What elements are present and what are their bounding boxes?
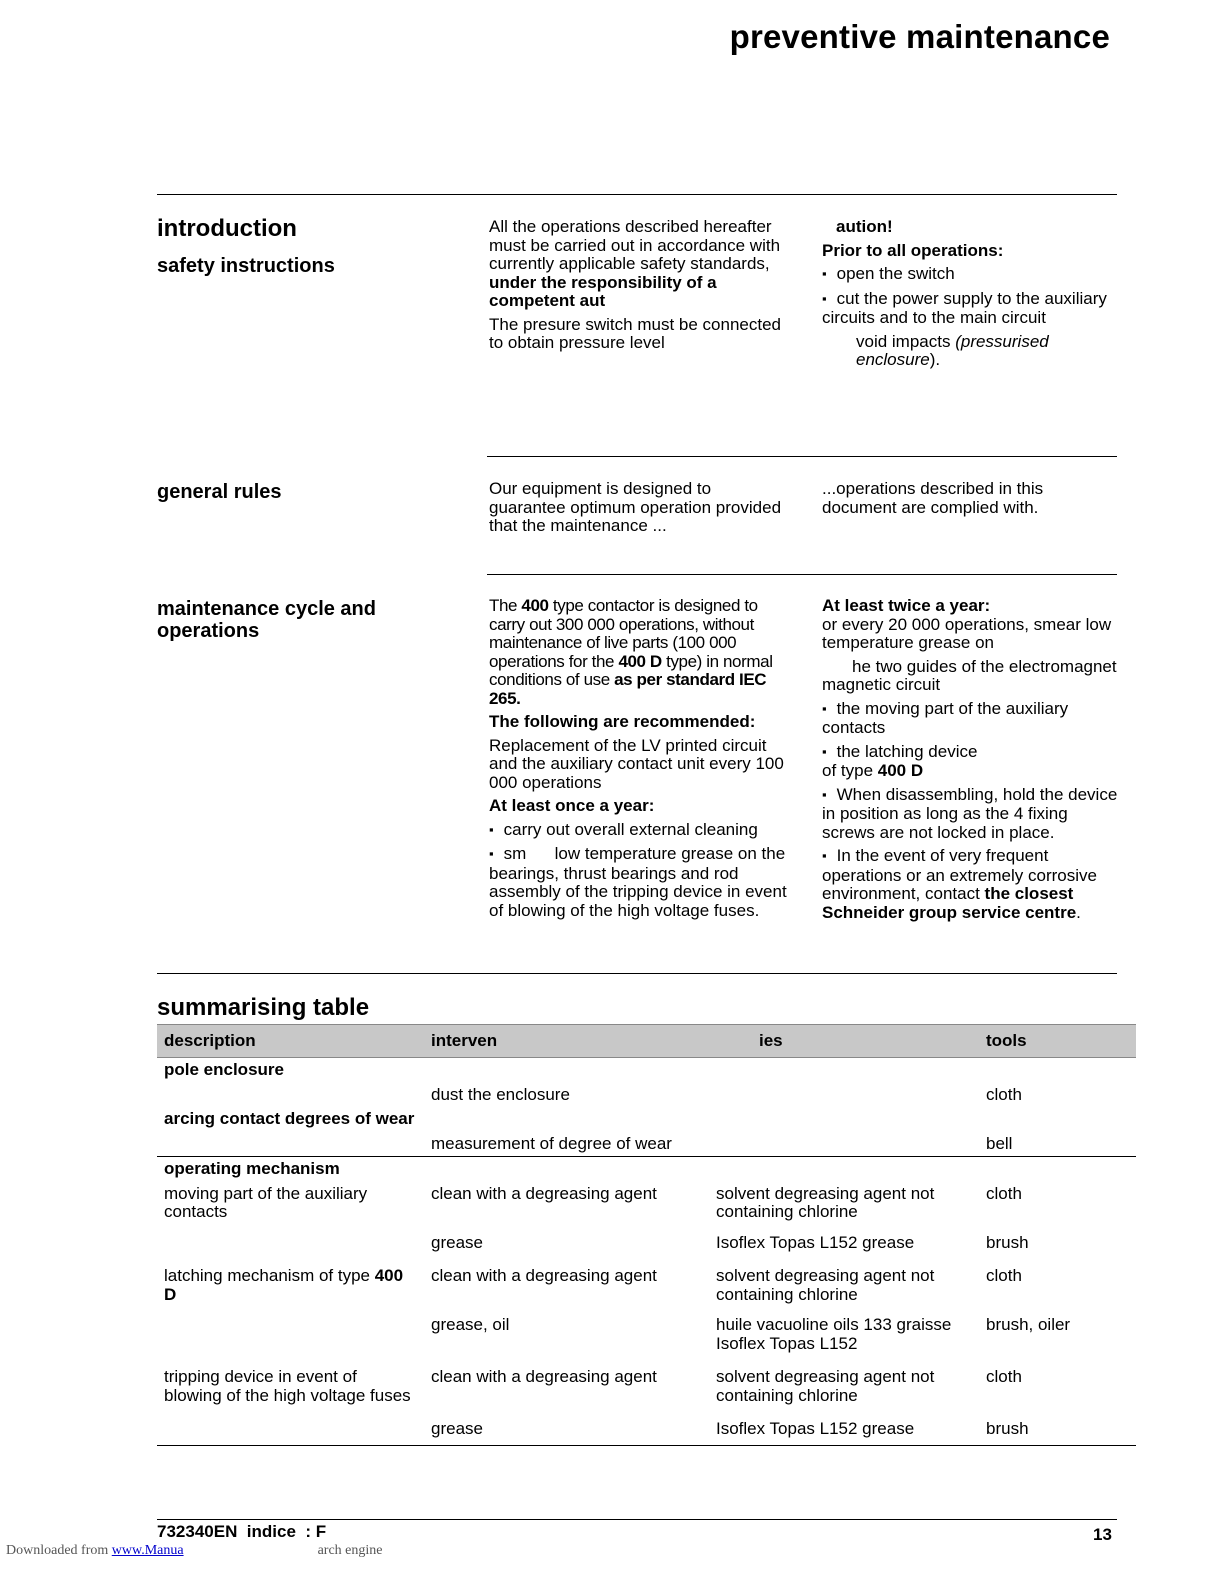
column-header-intervention: interven: [424, 1025, 709, 1058]
intro-paragraph-1: All the operations described hereafter must be carried out in accordance with currently applicable safety standards, under the responsibility of a competent aut: [489, 217, 781, 310]
bullet-latching-device: ▪ the latching device of type 400 D: [822, 743, 1122, 781]
cycle-right-column: [822, 597, 1122, 927]
table-header-row: [157, 1025, 1136, 1058]
table-group-row: operating mechanism: [157, 1157, 1136, 1182]
download-notice: Downloaded from www.Manua arch engine: [6, 1543, 383, 1558]
general-rules-right: ...operations described in this document are complied with.: [822, 479, 1044, 517]
table-group-row: pole enclosure: [164, 1060, 284, 1079]
bullet-open-switch: ▪ open the switch: [822, 265, 1122, 285]
bullet-frequent-operations: ▪ In the event of very frequent operations or an extremely corrosive environment, contact the closest Schneider group service centre.: [822, 847, 1122, 922]
bullet-cut-power: ▪ cut the power supply to the auxiliary circuits and to the main circuit: [822, 290, 1122, 328]
table-row: grease Isoflex Topas L152 grease brush: [431, 1232, 1029, 1252]
page-number: 13: [1093, 1525, 1112, 1544]
general-rules-left: Our equipment is designed to guarantee optimum operation provided that the maintenance ...: [489, 479, 782, 535]
summary-table: [157, 1024, 1136, 1446]
section-divider: [157, 973, 1117, 974]
intro-heading: introduction: [157, 215, 297, 242]
bullet-grease-bearings: ▪ sm low temperature grease on the bearings, thrust bearings and rod assembly of the tripping device in event of blowing of the high voltage fuses.: [489, 845, 789, 920]
twice-a-year-block: At least twice a year: or every 20 000 operations, smear low temperature grease on: [822, 596, 1112, 652]
table-row: measurement of degree of wear bell: [431, 1133, 1013, 1153]
cycle-intro-paragraph: The 400 type contactor is designed to carry out 300 000 operations, without maintenance of live parts (100 000 operations for the 400 D type) in normal conditions of use as per standard IEC 265.: [489, 596, 773, 708]
cycle-left-column: [489, 596, 792, 925]
guides-paragraph: he two guides of the electromagnet magnetic circuit: [822, 656, 1117, 694]
table-row: latching mechanism of type 400 D clean with a degreasing agent solvent degreasing agent not containing chlorine cloth: [164, 1266, 1022, 1304]
table-row: dust the enclosure cloth: [431, 1084, 1022, 1104]
section-divider: [157, 194, 1117, 195]
page-title: preventive maintenance: [729, 18, 1110, 55]
bullet-disassembling: ▪ When disassembling, hold the device in position as long as the 4 fixing screws are not locked in place.: [822, 786, 1122, 843]
safety-subheading: safety instructions: [157, 255, 335, 277]
table-row: moving part of the auxiliary contacts clean with a degreasing agent solvent degreasing agent not containing chlorine cloth: [164, 1183, 1022, 1221]
intro-middle-column: [489, 218, 789, 358]
column-header-supplies: ies: [709, 1025, 979, 1058]
column-header-tools: tools: [979, 1025, 1136, 1058]
once-a-year-label: At least once a year:: [489, 796, 655, 815]
summarising-table-heading: summarising table: [157, 994, 370, 1021]
section-divider: [487, 574, 1117, 575]
document-reference: 732340EN indice : F: [157, 1522, 327, 1541]
caution-label: aution!: [836, 217, 893, 236]
prior-label: Prior to all operations:: [822, 240, 1004, 260]
footer-divider: [157, 1519, 1117, 1520]
bullet-moving-part: ▪ the moving part of the auxiliary contacts: [822, 700, 1122, 738]
table-group-row: arcing contact degrees of wear: [164, 1109, 415, 1128]
intro-right-column: [822, 218, 1122, 375]
download-link[interactable]: www.Manua: [111, 1543, 184, 1558]
avoid-impacts: void impacts (pressurised enclosure).: [856, 331, 1049, 369]
table-row: grease, oil huile vacuoline oils 133 graisse Isoflex Topas L152 brush, oiler: [431, 1315, 1071, 1353]
maintenance-cycle-heading: maintenance cycle and operations: [157, 598, 376, 642]
table-row: tripping device in event of blowing of the high voltage fuses clean with a degreasing agent solvent degreasing agent not containing chlorine cloth: [164, 1367, 1022, 1405]
column-header-description: description: [157, 1025, 424, 1058]
intro-paragraph-2: The presure switch must be connected to obtain pressure level: [489, 314, 781, 352]
table-row: grease Isoflex Topas L152 grease brush: [157, 1408, 1136, 1445]
general-rules-heading: general rules: [157, 481, 282, 503]
replacement-paragraph: Replacement of the LV printed circuit and the auxiliary contact unit every 100 000 operations: [489, 735, 784, 792]
section-divider: [487, 456, 1117, 457]
recommended-label: The following are recommended:: [489, 712, 756, 731]
bullet-external-cleaning: ▪ carry out overall external cleaning: [489, 821, 789, 841]
